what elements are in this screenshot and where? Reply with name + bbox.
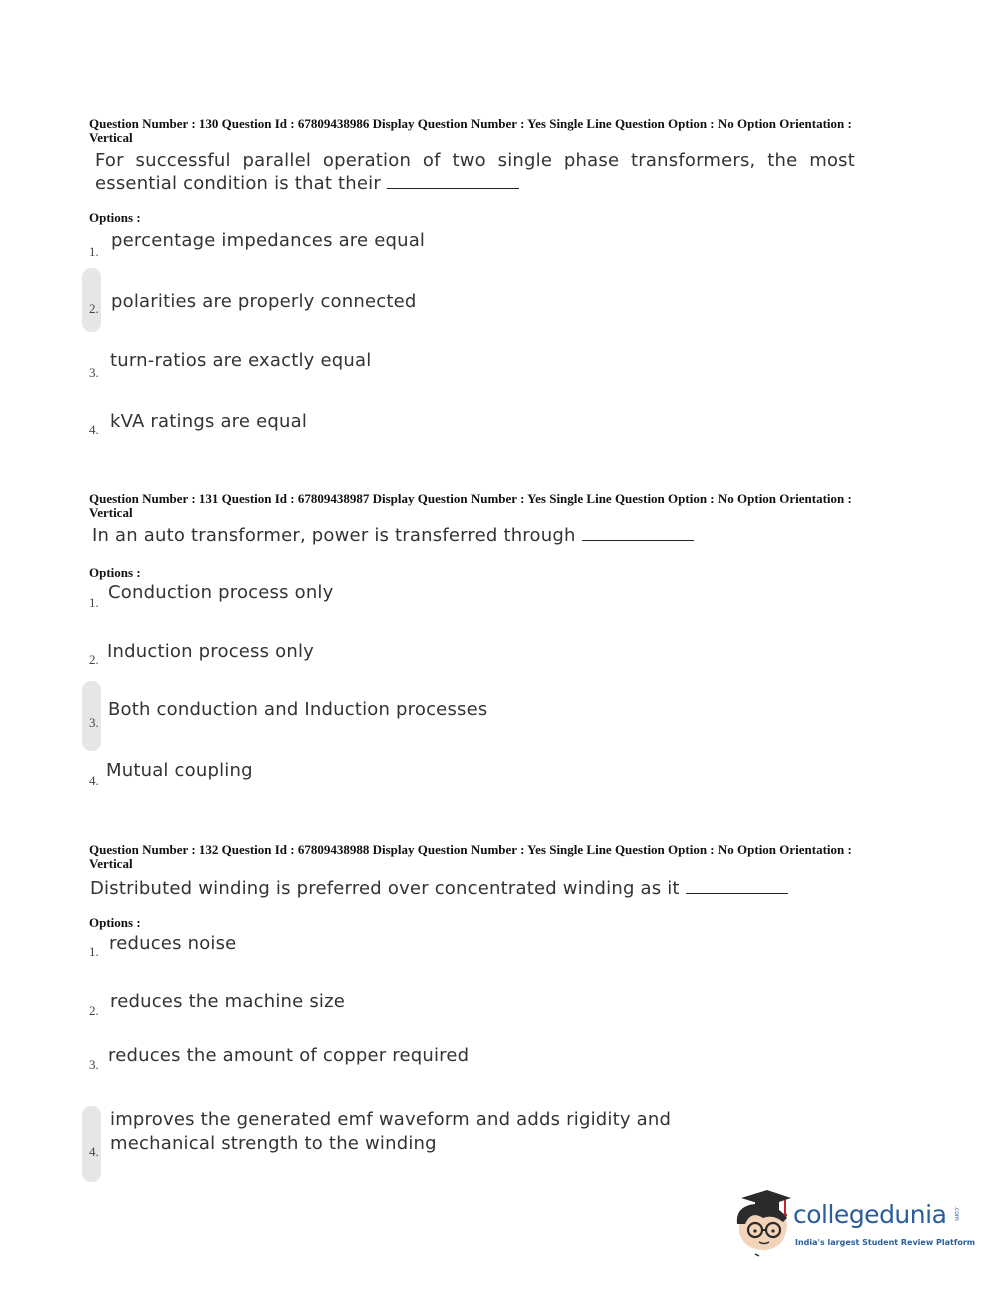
option-number: 3. — [89, 715, 99, 730]
option-number: 4. — [89, 1144, 99, 1159]
answer-highlight — [82, 268, 101, 332]
option-number: 4. — [89, 422, 99, 437]
option-number: 3. — [89, 1057, 99, 1072]
logo-suffix: .com — [953, 1206, 960, 1221]
option-number: 1. — [89, 595, 99, 610]
option-text[interactable]: percentage impedances are equal — [111, 230, 426, 251]
question-text: In an auto transformer, power is transferred through — [92, 524, 694, 547]
logo-name: collegedunia — [793, 1200, 947, 1229]
option-text[interactable]: reduces the amount of copper required — [108, 1045, 470, 1066]
logo-tagline: India's largest Student Review Platform — [795, 1238, 976, 1247]
option-number: 3. — [89, 365, 99, 380]
option-text[interactable]: reduces noise — [109, 933, 237, 954]
option-text[interactable]: turn-ratios are exactly equal — [110, 350, 372, 371]
option-text[interactable]: kVA ratings are equal — [110, 411, 308, 432]
option-number: 2. — [89, 301, 99, 316]
question-meta: Question Number : 132 Question Id : 67809438988 Display Question Number : Yes Single Line Question Option : No Option Orientation : Vertical — [89, 842, 852, 871]
options-label: Options : — [89, 565, 141, 580]
option-text[interactable]: Induction process only — [107, 641, 315, 662]
option-number: 1. — [89, 944, 99, 959]
question-meta: Question Number : 130 Question Id : 67809438986 Display Question Number : Yes Single Line Question Option : No Option Orientation : Vertical — [89, 116, 852, 145]
option-text[interactable]: Mutual coupling — [106, 760, 253, 781]
option-text[interactable]: Conduction process only — [108, 582, 334, 603]
option-text[interactable]: improves the generated emf waveform and adds rigidity and mechanical strength to the winding — [110, 1109, 672, 1154]
options-label: Options : — [89, 915, 141, 930]
option-number: 2. — [89, 1003, 99, 1018]
question-text: For successful parallel operation of two single phase transformers, the most essential condition is that their — [95, 150, 855, 194]
option-text[interactable]: Both conduction and Induction processes — [108, 699, 488, 720]
option-number: 2. — [89, 652, 99, 667]
options-label: Options : — [89, 210, 141, 225]
option-number: 1. — [89, 244, 99, 259]
option-text[interactable]: polarities are properly connected — [111, 291, 417, 312]
student-mascot-icon — [733, 1188, 795, 1258]
option-text[interactable]: reduces the machine size — [110, 991, 346, 1012]
collegedunia-logo — [733, 1188, 976, 1258]
question-meta: Question Number : 131 Question Id : 67809438987 Display Question Number : Yes Single Line Question Option : No Option Orientation : Vertical — [89, 491, 852, 520]
option-number: 4. — [89, 773, 99, 788]
question-text: Distributed winding is preferred over concentrated winding as it — [90, 877, 788, 900]
